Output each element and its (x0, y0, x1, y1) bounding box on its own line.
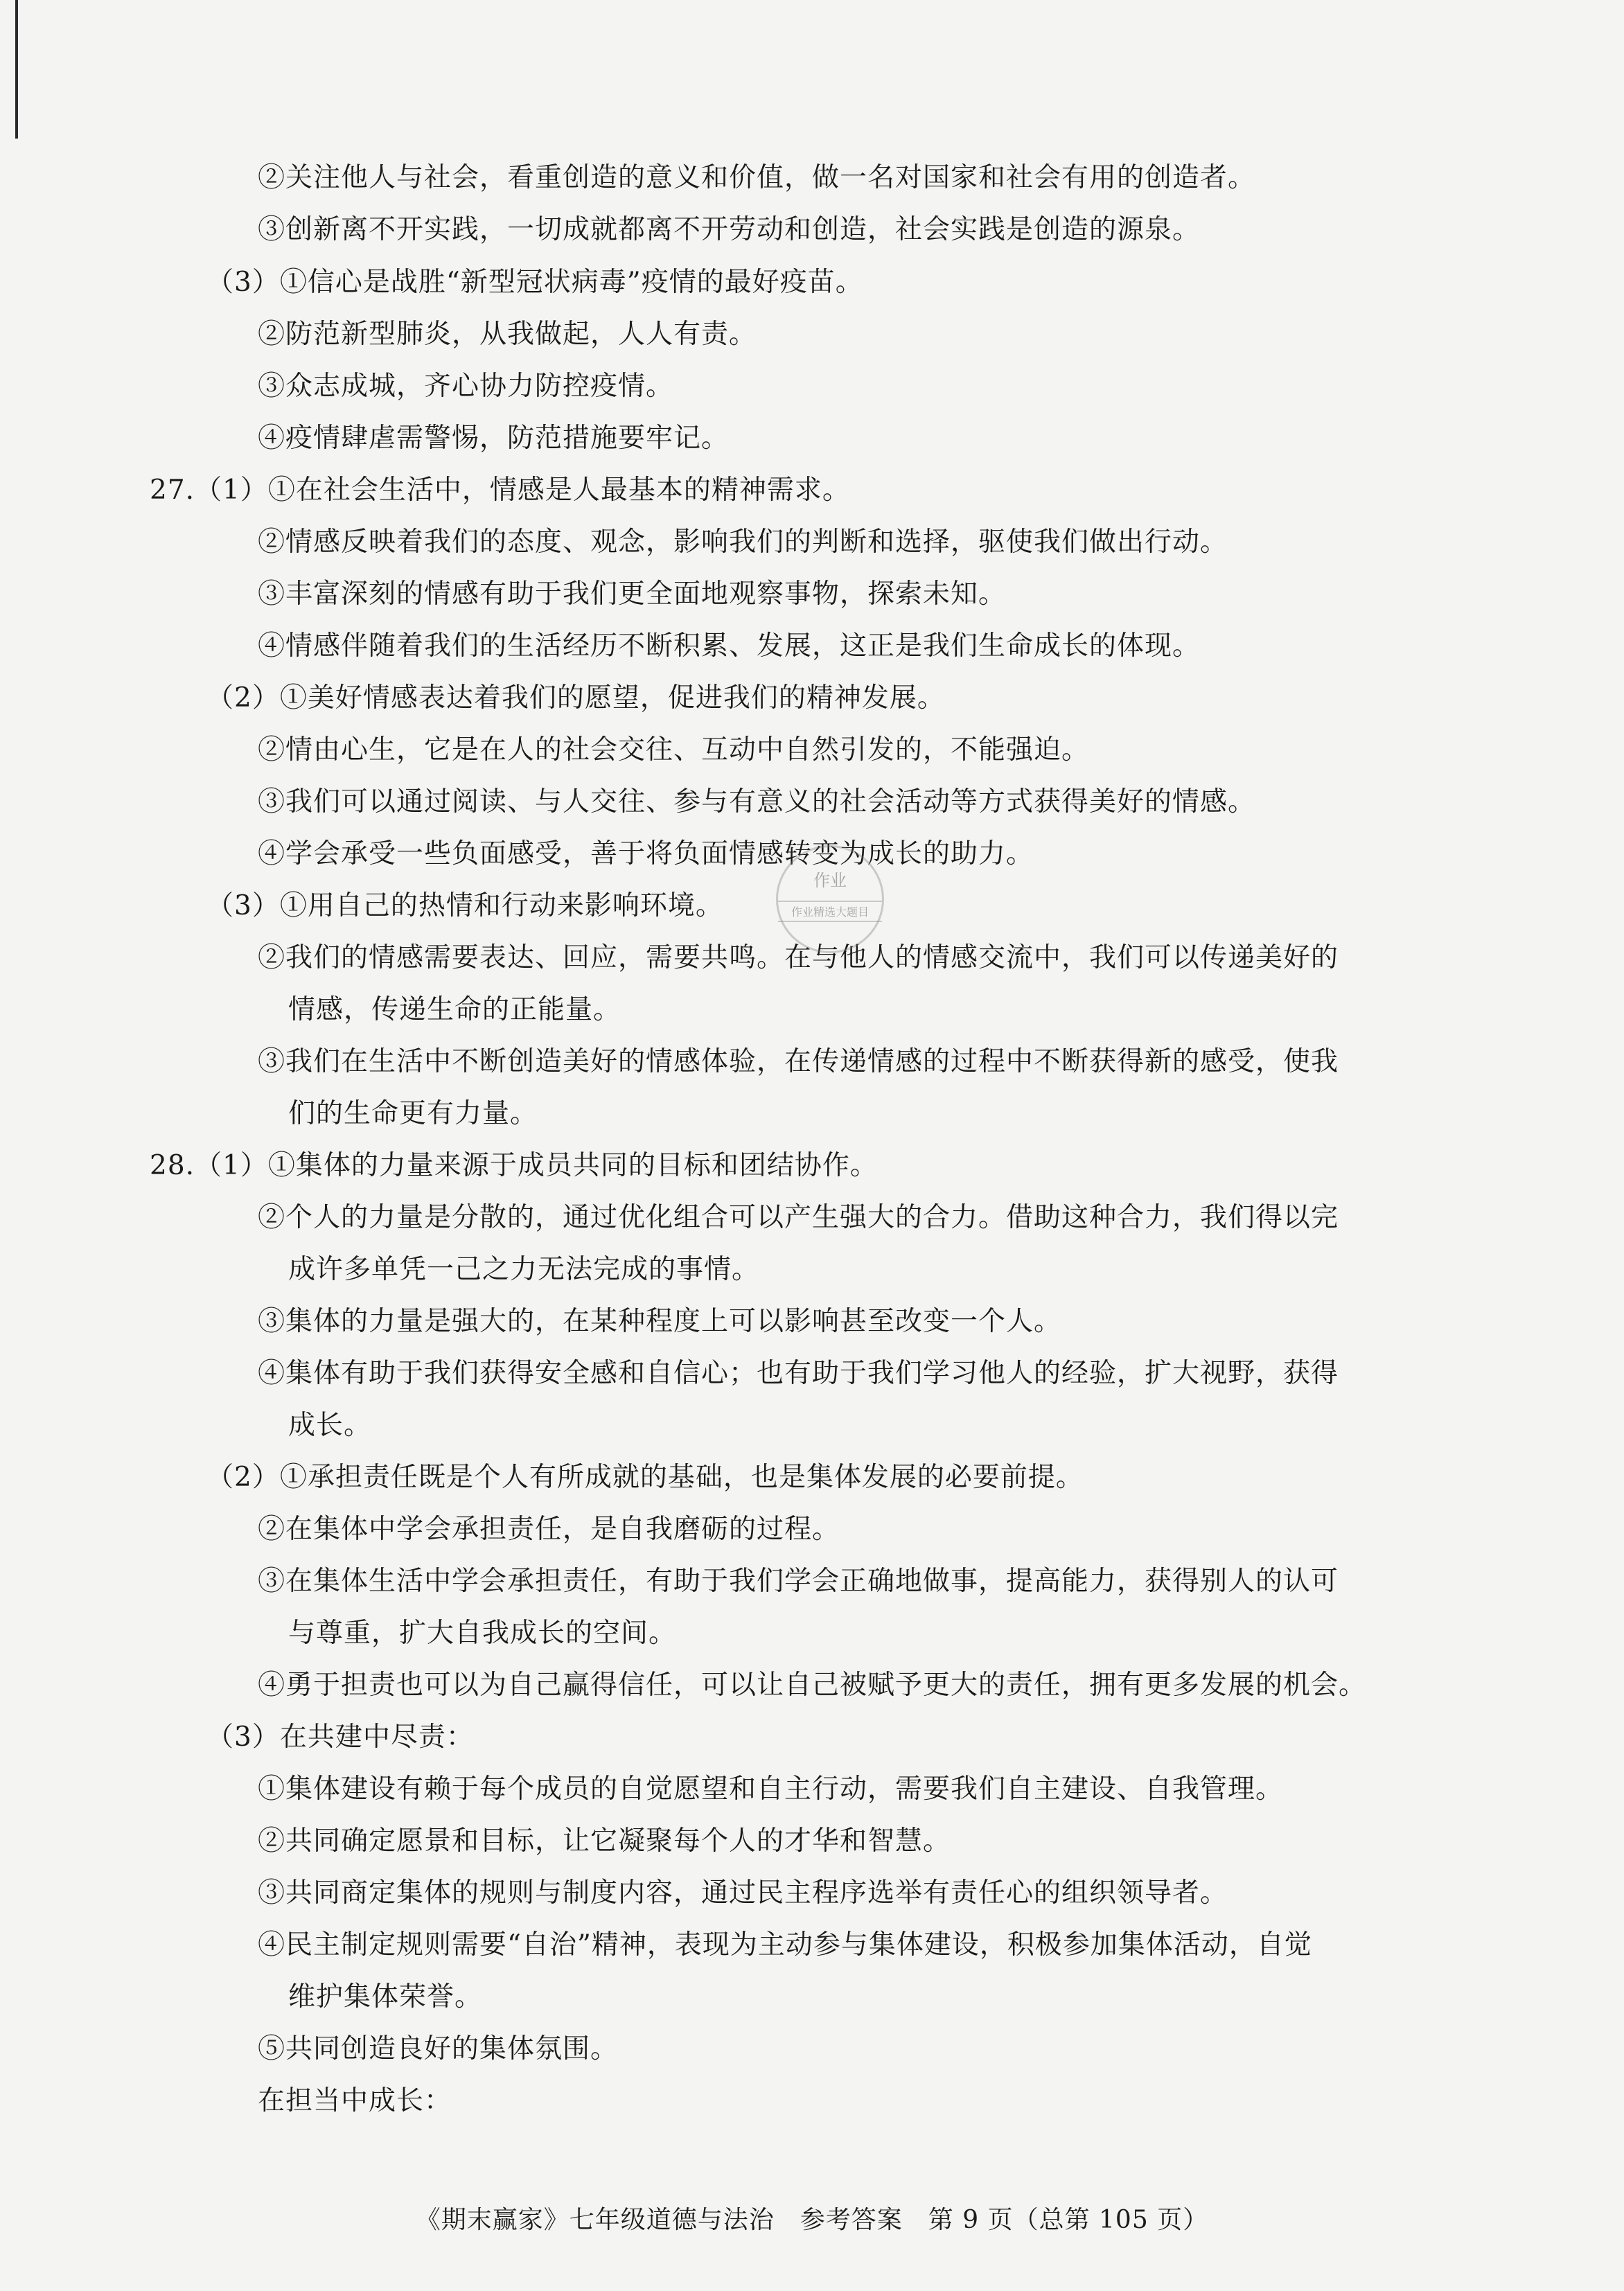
answer-line: 与尊重，扩大自我成长的空间。 (288, 1618, 677, 1649)
answer-line: ②情由心生，它是在人的社会交往、互动中自然引发的，不能强迫。 (258, 734, 1090, 766)
answer-line: ②共同确定愿景和目标，让它凝聚每个人的才华和智慧。 (258, 1825, 951, 1857)
watermark-top-text: 作业 (813, 871, 847, 890)
watermark-bottom-text: 作业精选大题目 (778, 901, 882, 922)
question-27-line: 27.（1）①在社会生活中，情感是人最基本的精神需求。 (150, 475, 850, 506)
answer-line: ③创新离不开实践，一切成就都离不开劳动和创造，社会实践是创造的源泉。 (258, 214, 1201, 245)
answer-line: ③我们可以通过阅读、与人交往、参与有意义的社会活动等方式获得美好的情感。 (258, 786, 1256, 817)
answer-line: ②关注他人与社会，看重创造的意义和价值，做一名对国家和社会有用的创造者。 (258, 162, 1256, 193)
answer-line: ④疫情肆虐需警惕，防范措施要牢记。 (258, 423, 730, 454)
answer-line: ③丰富深刻的情感有助于我们更全面地观察事物，探索未知。 (258, 578, 1007, 610)
answer-line: ①集体建设有赖于每个成员的自觉愿望和自主行动，需要我们自主建设、自我管理。 (258, 1773, 1284, 1805)
answer-line: ④勇于担责也可以为自己赢得信任，可以让自己被赋予更大的责任，拥有更多发展的机会。 (258, 1670, 1367, 1701)
answer-line: ③在集体生活中学会承担责任，有助于我们学会正确地做事，提高能力，获得别人的认可 (258, 1566, 1339, 1597)
answer-line: 成许多单凭一己之力无法完成的事情。 (288, 1254, 760, 1285)
answer-line: ③集体的力量是强大的，在某种程度上可以影响甚至改变一个人。 (258, 1306, 1062, 1337)
watermark-stamp (776, 845, 884, 953)
answer-line: （3）在共建中尽责： (206, 1722, 474, 1753)
answer-line: ⑤共同创造良好的集体氛围。 (258, 2033, 619, 2064)
answer-line: ②防范新型肺炎，从我做起，人人有责。 (258, 319, 757, 350)
answer-line: （3）①信心是战胜“新型冠状病毒”疫情的最好疫苗。 (206, 267, 863, 298)
answer-line: （2）①承担责任既是个人有所成就的基础，也是集体发展的必要前提。 (206, 1462, 1084, 1493)
answer-line: 维护集体荣誉。 (288, 1981, 483, 2013)
answer-line: ③共同商定集体的规则与制度内容，通过民主程序选举有责任心的组织领导者。 (258, 1877, 1228, 1909)
answer-line: ②个人的力量是分散的，通过优化组合可以产生强大的合力。借助这种合力，我们得以完 (258, 1202, 1339, 1233)
answer-line: （2）①美好情感表达着我们的愿望，促进我们的精神发展。 (206, 682, 945, 714)
answer-line: ③众志成城，齐心协力防控疫情。 (258, 371, 674, 402)
page-footer: 《期末赢家》七年级道德与法治 参考答案 第 9 页（总第 105 页） (415, 2206, 1209, 2234)
page-edge-line (15, 0, 18, 139)
answer-line: ④情感伴随着我们的生活经历不断积累、发展，这正是我们生命成长的体现。 (258, 630, 1201, 662)
answer-line: ④集体有助于我们获得安全感和自信心；也有助于我们学习他人的经验，扩大视野，获得 (258, 1358, 1339, 1389)
answer-line: ③我们在生活中不断创造美好的情感体验，在传递情感的过程中不断获得新的感受，使我 (258, 1046, 1339, 1077)
answer-line: 在担当中成长： (258, 2085, 452, 2116)
answer-line: ②在集体中学会承担责任，是自我磨砺的过程。 (258, 1514, 840, 1545)
answer-line: （3）①用自己的热情和行动来影响环境。 (206, 890, 723, 921)
answer-line: 成长。 (288, 1410, 372, 1441)
answer-line: 们的生命更有力量。 (288, 1098, 538, 1129)
answer-line: ④民主制定规则需要“自治”精神，表现为主动参与集体建设，积极参加集体活动，自觉 (258, 1929, 1312, 1961)
answer-line: ②情感反映着我们的态度、观念，影响我们的判断和选择，驱使我们做出行动。 (258, 527, 1228, 558)
answer-line: ④学会承受一些负面感受，善于将负面情感转变为成长的助力。 (258, 838, 1034, 869)
answer-line: ②我们的情感需要表达、回应，需要共鸣。在与他人的情感交流中，我们可以传递美好的 (258, 942, 1339, 973)
answer-line: 情感，传递生命的正能量。 (288, 994, 621, 1025)
question-28-line: 28.（1）①集体的力量来源于成员共同的目标和团结协作。 (150, 1150, 878, 1181)
